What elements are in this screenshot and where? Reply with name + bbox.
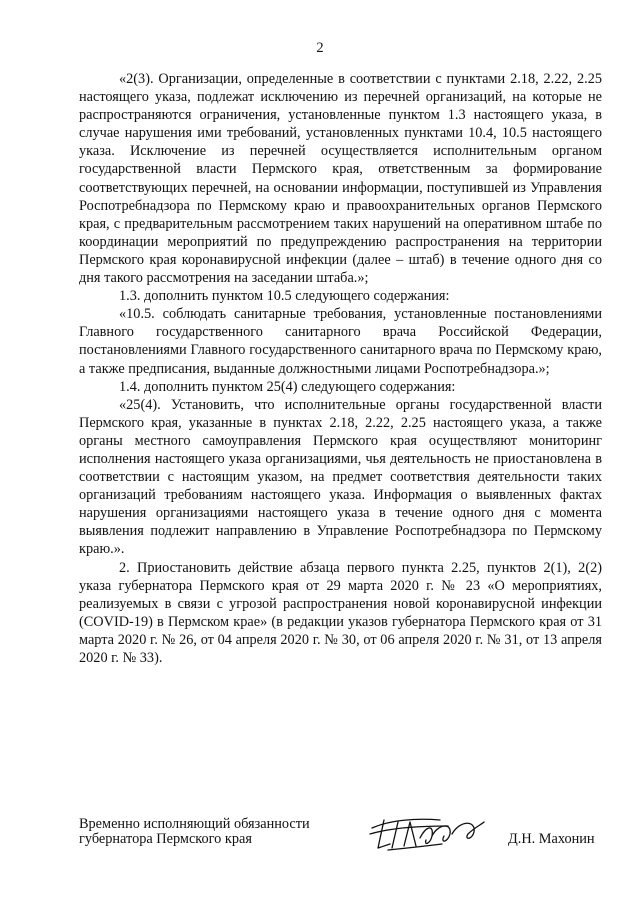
paragraph-clause-2-3: «2(3). Организации, определенные в соответствии с пунктами 2.18, 2.22, 2.25 настоящего указа, подлежат исключению из перечней организаций, на которые не распространяются ограничения, установленные пунктом 1.3 настоящего указа, в случае нарушения ими требований, установленных пунктами 10.4, 10.5 настоящего указа. Исключение из перечней осуществляется исполнительным органом государственной власти Пермского края, ответственным за формирование соответствующих перечней, на основании информации, поступившей из Управления Роспотребнадзора по Пермскому краю и правоохранительных органов Пермского края, с предварительным рассмотрением таких нарушений на оперативном штабе по координации мероприятий по предупреждению распространения на территории Пермского края коронавирусной инфекции (далее – штаб) в течение одного дня со дня такого рассмотрения на заседании штаба.»; bbox=[79, 71, 602, 287]
paragraph-amendment-1-3: 1.3. дополнить пунктом 10.5 следующего содержания: bbox=[119, 288, 450, 305]
paragraph-clause-10-5: «10.5. соблюдать санитарные требования, установленные постановлениями Главного государственного санитарного врача Российской Федерации, постановлениями Главного государственного санитарного врача по Пермскому краю, а также предписания, выданные должностными лицами Роспотребнадзора.»; bbox=[79, 306, 602, 377]
paragraph-item-2: 2. Приостановить действие абзаца первого пункта 2.25, пунктов 2(1), 2(2) указа губернатора Пермского края от 29 марта 2020 г. № 23 «О мероприятиях, реализуемых в связи с угрозой распространения новой коронавирусной инфекции (COVID-19) в Пермском крае» (в редакции указов губернатора Пермского края от 31 марта 2020 г. № 26, от 04 апреля 2020 г. № 30, от 06 апреля 2020 г. № 31, от 13 апреля 2020 г. № 33). bbox=[79, 559, 602, 666]
paragraph-clause-25-4: «25(4). Установить, что исполнительные органы государственной власти Пермского края, указанные в пунктах 2.18, 2.22, 2.25 настоящего указа, а также органы местного самоуправления Пермского края осуществляют мониторинг исполнения настоящего указа организациями, чья деятельность не приостановлена в соответствии с настоящим указом, на предмет соответствия деятельности таких организаций требованиям настоящего указа. Информация о выявленных фактах нарушения организациями настоящего указа в течение одного дня с момента выявления подлежит направлению в Управление Роспотребнадзора по Пермскому краю.». bbox=[79, 396, 602, 558]
signer-name: Д.Н. Махонин bbox=[508, 831, 595, 847]
paragraph-amendment-1-4: 1.4. дополнить пунктом 25(4) следующего содержания: bbox=[119, 378, 456, 395]
signatory-title-line-1: Временно исполняющий обязанности bbox=[79, 816, 310, 832]
document-body bbox=[79, 70, 602, 667]
page-number: 2 bbox=[316, 40, 324, 56]
signatory-title bbox=[79, 817, 310, 847]
signatory-title-line-2: губернатора Пермского края bbox=[79, 831, 252, 847]
handwritten-signature bbox=[368, 808, 486, 856]
